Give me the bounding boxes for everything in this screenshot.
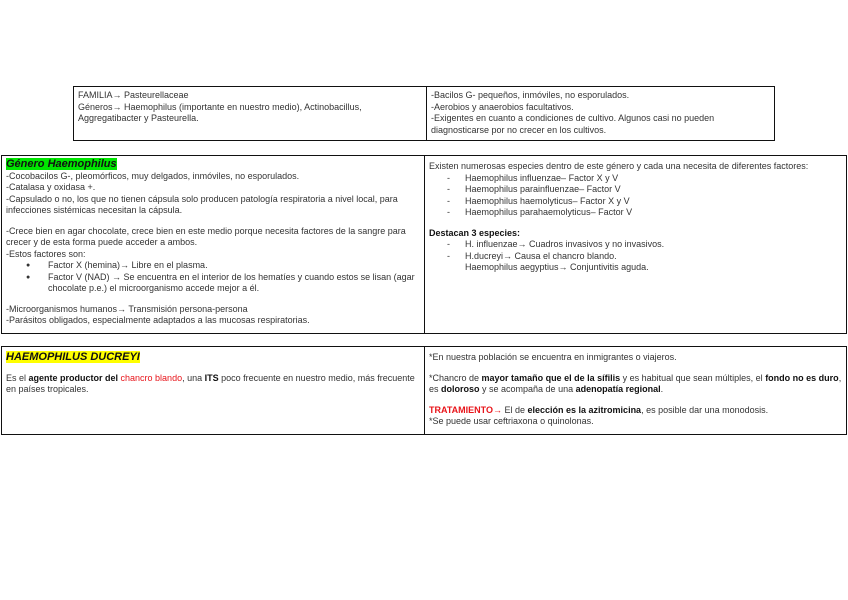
list-item: - Haemophilus parahaemolyticus– Factor V xyxy=(447,207,842,219)
destacan-title: Destacan 3 especies: xyxy=(429,227,521,238)
genero-title: Género Haemophilus xyxy=(6,158,117,170)
genero-table xyxy=(1,155,847,334)
genero-trait: -Estos factores son: xyxy=(6,248,86,259)
genero-trait: -Microorganismos humanos→ Transmisión persona-persona xyxy=(6,303,248,314)
familia-trait: -Exigentes en cuanto a condiciones de cultivo. Algunos casi no pueden diagnosticarse por no crecer en los cultivos. xyxy=(431,113,715,135)
genero-trait: -Crece bien en agar chocolate, crece bien en este medio porque necesita factores de la sangre para crecer y de esta forma puede acceder a ambos. xyxy=(6,225,406,247)
familia-line: FAMILIA→ Pasteurellaceae xyxy=(78,90,189,100)
generos-line-cont: Aggregatibacter y Pasteurella. xyxy=(78,113,199,123)
familia-cell-right xyxy=(427,87,775,141)
list-item: - Haemophilus haemolyticus– Factor X y V xyxy=(447,196,842,208)
ducreyi-cell-right xyxy=(425,347,847,435)
ducreyi-tratamiento: TRATAMIENTO→ El de elección es la azitromicina, es posible dar una monodosis. xyxy=(429,404,769,415)
genero-trait: -Parásitos obligados, especialmente adaptados a las mucosas respiratorias. xyxy=(6,315,310,325)
ducreyi-note: *En nuestra población se encuentra en inmigrantes o viajeros. xyxy=(429,352,677,362)
genero-trait: -Catalasa y oxidasa +. xyxy=(6,182,96,192)
list-item: - H. influenzae→ Cuadros invasivos y no invasivos. xyxy=(447,239,842,251)
generos-line: Géneros→ Haemophilus (importante en nuestro medio), Actinobacillus, xyxy=(78,101,362,112)
list-item: ● Factor X (hemina)→ Libre en el plasma. xyxy=(42,260,420,272)
genero-trait: -Cocobacilos G-, pleomórficos, muy delgados, inmóviles, no esporulados. xyxy=(6,170,300,181)
ducreyi-title: HAEMOPHILUS DUCREYI xyxy=(6,351,140,363)
species-list xyxy=(429,173,842,219)
ducreyi-chancro: *Chancro de mayor tamaño que el de la sífilis y es habitual que sean múltiples, el fondo no es duro, es doloroso y se acompaña de una adenopatía regional. xyxy=(429,372,842,394)
species-intro: Existen numerosas especies dentro de este género y cada una necesita de diferentes factores: xyxy=(429,161,809,171)
list-item: Haemophilus aegyptius→ Conjuntivitis aguda. xyxy=(465,262,649,272)
list-item: - Haemophilus influenzae– Factor X y V xyxy=(447,173,842,185)
genero-cell-right xyxy=(425,156,847,334)
destacan-list xyxy=(429,239,842,274)
familia-trait: -Bacilos G- pequeños, inmóviles, no esporulados. xyxy=(431,90,630,100)
familia-trait: -Aerobios y anaerobios facultativos. xyxy=(431,101,574,112)
ducreyi-table xyxy=(1,346,847,435)
list-item: - H.ducreyi→ Causa el chancro blando. xyxy=(447,251,842,263)
ducreyi-cell-left xyxy=(2,347,425,435)
ducreyi-description: Es el agente productor del chancro blando, una ITS poco frecuente en nuestro medio, más frecuente en países tropicales. xyxy=(6,372,415,394)
familia-cell-left xyxy=(74,87,427,141)
list-item: ● Factor V (NAD) → Se encuentra en el interior de los hematíes y cuando estos se lisan (agar chocolate p.e.) el microorganismo accede mejor a él. xyxy=(42,272,420,295)
factors-list xyxy=(6,260,420,295)
genero-cell-left xyxy=(2,156,425,334)
list-item: - Haemophilus parainfluenzae– Factor V xyxy=(447,184,842,196)
genero-trait: -Capsulado o no, los que no tienen cápsula solo producen patología respiratoria a nivel local, para infecciones sistémicas necesitan la cápsula. xyxy=(6,193,398,215)
ducreyi-alternativa: *Se puede usar ceftriaxona o quinolonas. xyxy=(429,416,594,426)
familia-table xyxy=(73,86,775,141)
